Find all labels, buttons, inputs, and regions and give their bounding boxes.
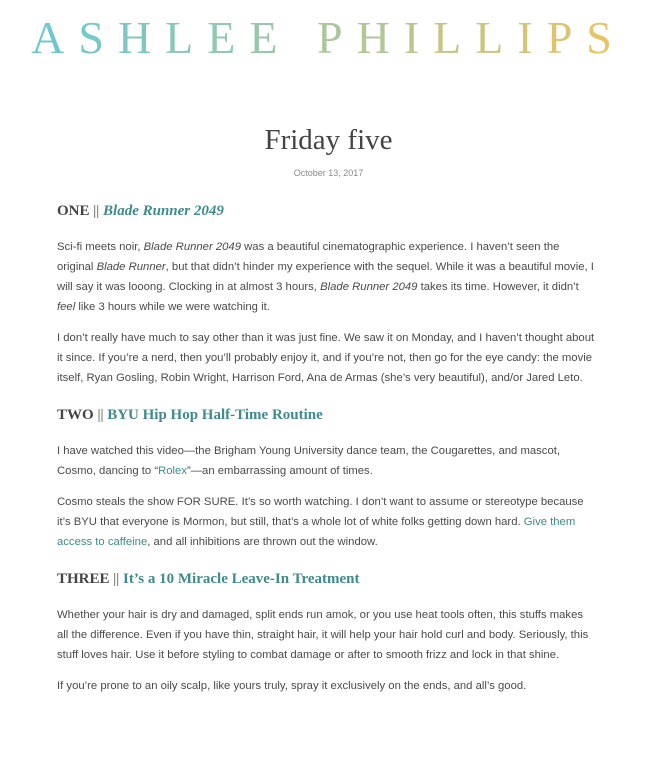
section-heading-link[interactable]: BYU Hip Hop Half-Time Routine <box>107 407 323 423</box>
paragraph-text: , and all inhibitions are thrown out the window. <box>147 536 378 548</box>
paragraph-text: , but that didn’t hinder my experience with the sequel. While it was a beautiful movie, I will say it was looong. Clocking in at almost 3 hours, <box>57 261 594 293</box>
site-title-letter: E <box>207 12 250 63</box>
site-title-letter: A <box>31 12 79 63</box>
site-title-letter: L <box>475 12 518 63</box>
site-title-letter: L <box>433 12 476 63</box>
site-title-letter: S <box>78 12 118 63</box>
paragraph-text: like 3 hours while we were watching it. <box>75 301 270 313</box>
section-heading-link[interactable]: Blade Runner 2049 <box>103 203 224 219</box>
paragraph-text: was a beautiful cinematographic experience. I haven’t seen the original <box>57 241 560 273</box>
site-title[interactable] <box>0 8 657 68</box>
body-paragraph <box>57 441 597 481</box>
paragraph-text: I don’t really have much to say other than it was just fine. We saw it on Monday, and I haven’t thought about it since. If you’re a nerd, then you’ll probably enjoy it, and if you’re not, then go for the eye candy: the movie itself, Ryan Gosling, Robin Wright, Harrison Ford, Ana de Armas (she’s very beautiful), and/or Jared Leto. <box>57 332 595 384</box>
site-title-letter: P <box>546 12 587 63</box>
post-section <box>57 200 597 388</box>
site-title-letter: L <box>165 12 208 63</box>
paragraph-text: If you’re prone to an oily scalp, like yours truly, spray it exclusively on the ends, and all’s good. <box>57 680 527 692</box>
paragraph-text: ”—an embarrassing amount of times. <box>186 465 373 477</box>
post-title: Friday five <box>264 124 393 156</box>
inline-link[interactable]: Give them access to caffeine <box>57 516 576 548</box>
section-heading <box>57 568 597 590</box>
italic-text: Blade Runner 2049 <box>143 241 241 253</box>
section-heading-link[interactable]: It’s a 10 Miracle Leave-In Treatment <box>123 571 360 587</box>
site-title-letter: S <box>586 12 626 63</box>
paragraph-text: Whether your hair is dry and damaged, split ends run amok, or you use heat tools often, this stuffs makes all the difference. Even if you have thin, straight hair, it will help your hair hold curl and body. Seriously, this stuff loves hair. Use it before styling to combat damage or after to smooth frizz and lock in that shine. <box>57 609 589 661</box>
section-heading <box>57 404 597 426</box>
section-separator: || <box>97 407 104 423</box>
site-title-letter: I <box>403 12 434 63</box>
section-heading <box>57 200 597 222</box>
post-date: October 13, 2017 <box>293 168 364 178</box>
site-title-letter: I <box>517 12 547 63</box>
paragraph-text: takes its time. However, it didn’t <box>417 281 579 293</box>
post-content <box>57 200 597 712</box>
site-title-letter: H <box>117 12 166 63</box>
paragraph-text: I have watched this video—the Brigham Young University dance team, the Cougarettes, and mascot, Cosmo, dancing to “ <box>57 445 560 477</box>
body-paragraph <box>57 237 597 317</box>
site-title-letter: H <box>356 12 404 63</box>
section-separator: || <box>113 571 120 587</box>
post-section <box>57 404 597 552</box>
section-separator: || <box>93 203 100 219</box>
section-number: ONE <box>57 203 90 219</box>
paragraph-text: Cosmo steals the show FOR SURE. It’s so worth watching. I don’t want to assume or stereotype because it’s BYU that everyone is Mormon, but still, that’s a whole lot of white folks getting down hard. <box>57 496 584 528</box>
italic-text: Blade Runner 2049 <box>320 281 418 293</box>
body-paragraph <box>57 676 597 696</box>
section-number: THREE <box>57 571 110 587</box>
site-title-letter: P <box>317 12 357 63</box>
paragraph-text: Sci-fi meets noir, <box>57 241 144 253</box>
section-number: TWO <box>57 407 94 423</box>
body-paragraph <box>57 492 597 552</box>
italic-text: Blade Runner <box>96 261 166 273</box>
body-paragraph <box>57 328 597 388</box>
post-section <box>57 568 597 696</box>
site-title-letter <box>292 8 318 68</box>
site-title-letter: E <box>249 12 292 63</box>
inline-link[interactable]: Rolex <box>158 465 187 477</box>
italic-text: feel <box>57 301 76 313</box>
body-paragraph <box>57 605 597 665</box>
